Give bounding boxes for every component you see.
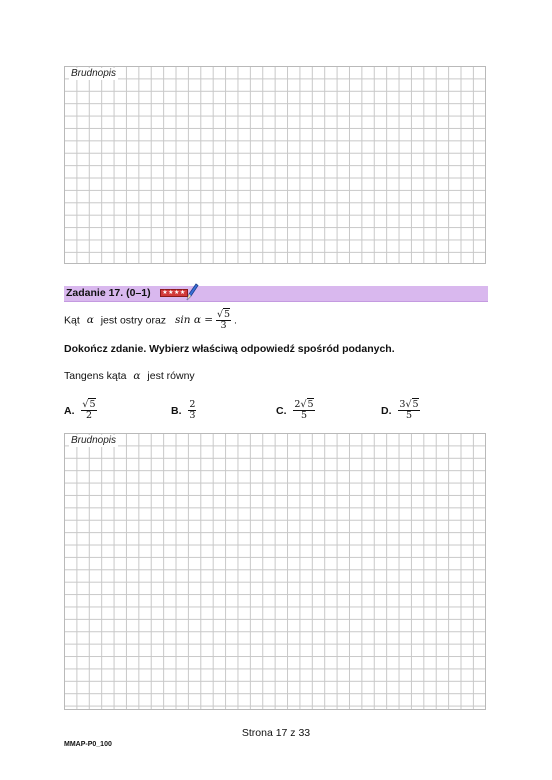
page-number: Strona 17 z 33 <box>241 727 311 739</box>
sin-expression: sin α = <box>174 314 214 327</box>
pen-icon <box>185 283 199 301</box>
option-a[interactable]: A. $\frac{√5}{2}$ <box>64 399 96 421</box>
exam-code: MMAP-P0_100 <box>64 741 112 748</box>
option-b[interactable]: B. $\frac{2}{3}$ <box>171 399 196 421</box>
task-header <box>64 286 488 302</box>
question-text: Kąt α jest ostry oraz sin α = $\frac{√5}{3}$ . <box>64 309 237 331</box>
option-a-fraction: $\frac{√5}{2}$ <box>82 399 96 421</box>
option-c-fraction: $\frac{2√5}{5}$ <box>294 399 314 421</box>
task-title: Zadanie 17. (0–1) <box>66 287 151 299</box>
scratch-label: Brudnopis <box>71 435 117 446</box>
difficulty-stars: ★★★★ <box>160 289 188 297</box>
scratch-grid-bottom <box>64 433 486 710</box>
instruction: Dokończ zdanie. Wybierz właściwą odpowiedź spośród podanych. <box>64 343 395 355</box>
sin-fraction: $\frac{√5}{3}$ <box>216 309 231 331</box>
option-d-fraction: $\frac{3√5}{5}$ <box>399 399 419 421</box>
scratch-grid-top <box>64 66 486 264</box>
option-b-fraction: $\frac{2}{3}$ <box>189 399 196 421</box>
option-d[interactable]: D. $\frac{3√5}{5}$ <box>381 399 419 421</box>
prompt: Tangens kąta α jest równy <box>64 370 195 382</box>
option-c[interactable]: C. $\frac{2√5}{5}$ <box>276 399 314 421</box>
scratch-label: Brudnopis <box>71 68 117 79</box>
